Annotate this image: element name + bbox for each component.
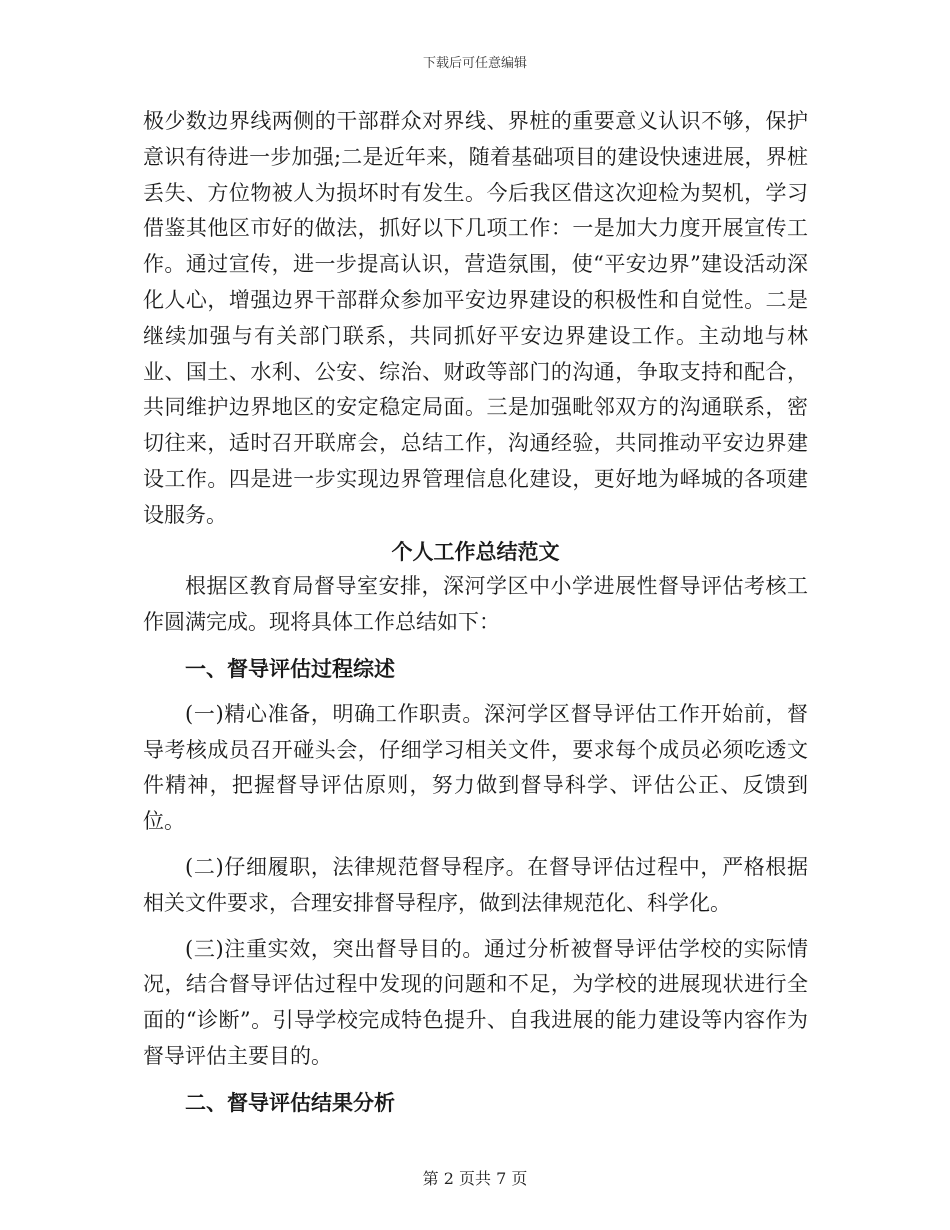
- item-paragraph-2: (二)仔细履职，法律规范督导程序。在督导评估过程中，严格根据相关文件要求，合理安排督导程序，做到法律规范化、科学化。: [143, 854, 808, 915]
- item-paragraph-1: (一)精心准备，明确工作职责。深河学区督导评估工作开始前，督导考核成员召开碰头会，仔细学习相关文件，要求每个成员必须吃透文件精神，把握督导评估原则，努力做到督导科学、评估公正、反馈到位。: [143, 701, 808, 834]
- header-note: 下载后可任意编辑: [422, 56, 527, 71]
- page-number: 第 2 页共 7 页: [422, 1169, 528, 1188]
- document-title: 个人工作总结范文: [391, 538, 560, 564]
- section-heading-2: 二、督导评估结果分析: [185, 1089, 395, 1115]
- document-body: [143, 104, 808, 1121]
- continuation-paragraph: 极少数边界线两侧的干部群众对界线、界桩的重要意义认识不够，保护意识有待进一步加强;二是近年来，随着基础项目的建设快速进展，界桩丢失、方位物被人为损坏时有发生。今后我区借这次迎检为契机，学习借鉴其他区市好的做法，抓好以下几项工作：一是加大力度开展宣传工作。通过宣传，进一步提高认识，营造氛围，使“平安边界”建设活动深化人心，增强边界干部群众参加平安边界建设的积极性和自觉性。二是继续加强与有关部门联系，共同抓好平安边界建设工作。主动地与林业、国土、水利、公安、综治、财政等部门的沟通，争取支持和配合，共同维护边界地区的安定稳定局面。三是加强毗邻双方的沟通联系，密切往来，适时召开联席会，总结工作，沟通经验，共同推动平安边界建设工作。四是进一步实现边界管理信息化建设，更好地为峄城的各项建设服务。: [143, 109, 808, 527]
- intro-paragraph: 根据区教育局督导室安排，深河学区中小学进展性督导评估考核工作圆满完成。现将具体工作总结如下：: [143, 574, 808, 635]
- section-heading-1: 一、督导评估过程综述: [185, 655, 395, 681]
- item-paragraph-3: (三)注重实效，突出督导目的。通过分析被督导评估学校的实际情况，结合督导评估过程中发现的问题和不足，为学校的进展现状进行全面的“诊断”。引导学校完成特色提升、自我进展的能力建设等内容作为督导评估主要目的。: [143, 936, 808, 1068]
